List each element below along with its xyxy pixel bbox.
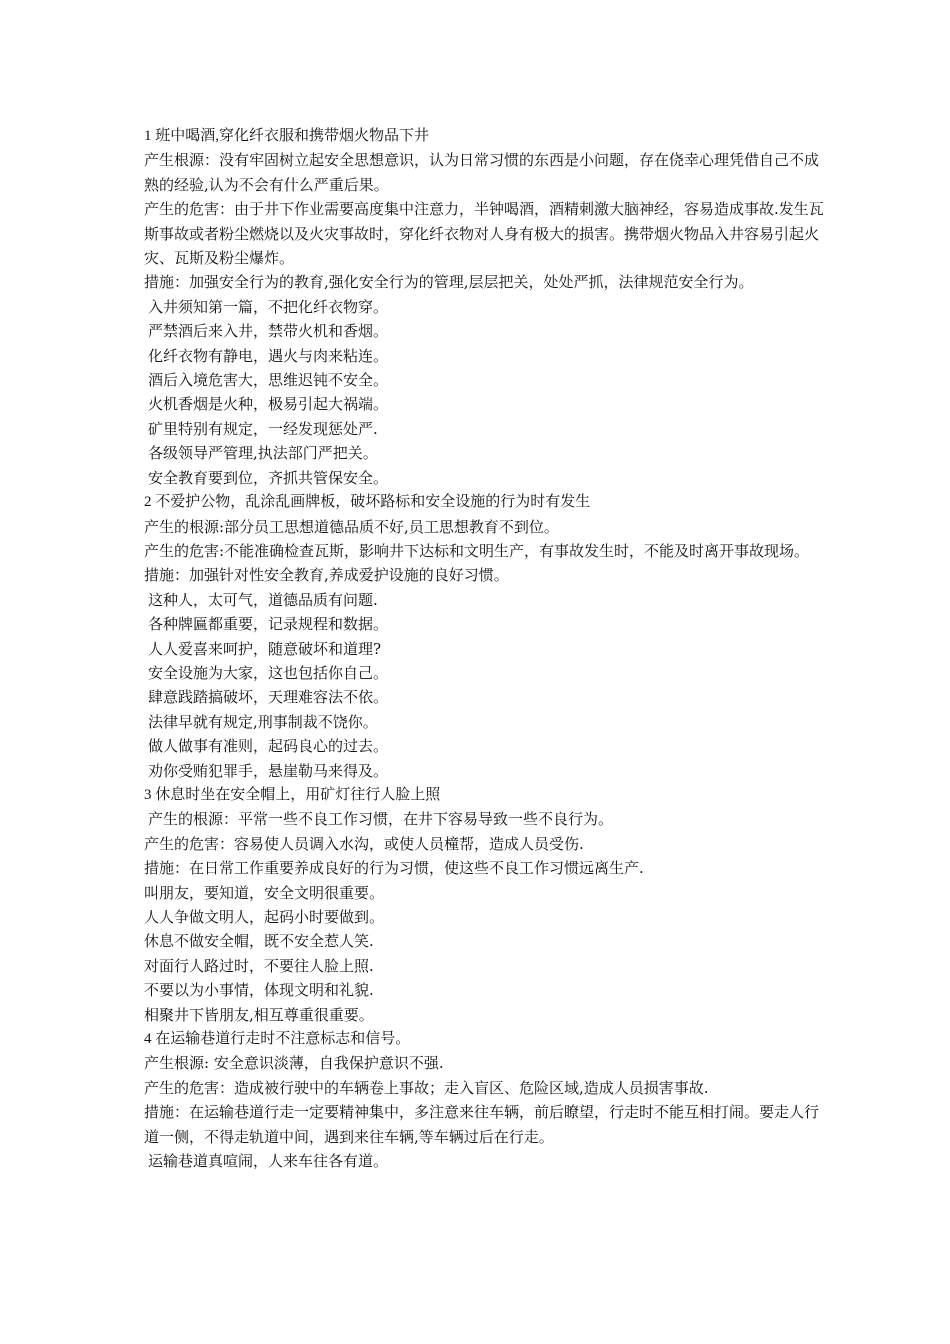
verse-line: 做人做事有准则，起码良心的过去。	[148, 737, 389, 756]
document-body	[144, 124, 824, 1173]
section-2-measure: 措施：加强针对性安全教育,养成爱护设施的良好习惯。	[144, 566, 509, 585]
verse-line: 酒后入境危害大，思维迟钝不安全。	[148, 371, 389, 390]
section-1-measure: 措施：加强安全行为的教育,强化安全行为的管理,层层把关，处处严抓，法律规范安全行为。	[144, 273, 754, 292]
verse-line: 火机香烟是火种，极易引起大祸端。	[148, 395, 389, 414]
verse-line: 相聚井下皆朋友,相互尊重很重要。	[144, 1005, 374, 1024]
verse-line: 矿里特别有规定，一经发现惩处严.	[148, 419, 378, 438]
verse-line: 入井须知第一篇，不把化纤衣物穿。	[148, 297, 389, 316]
verse-line: 人人争做文明人，起码小时要做到。	[144, 908, 385, 926]
section-1-root-cause: 产生根源：没有牢固树立起安全思想意识，认为日常习惯的东西是小问题，存在侥幸心理凭借自己不成熟的经验,认为不会有什么严重后果。	[144, 151, 820, 194]
verse-line: 叫朋友，要知道，安全文明很重要。	[144, 883, 385, 902]
section-3-measure: 措施：在日常工作重要养成良好的行为习惯，使这些不良工作习惯远离生产.	[144, 859, 644, 878]
section-3-title: 3 休息时坐在安全帽上，用矿灯往行人脸上照	[144, 786, 441, 803]
verse-line: 对面行人路过时，不要往人脸上照.	[144, 956, 374, 975]
verse-line: 人人爱喜来呵护，随意破坏和道理?	[148, 639, 382, 658]
verse-line: 休息不做安全帽，既不安全惹人笑.	[144, 932, 374, 951]
verse-line: 严禁酒后来入井，禁带火机和香烟。	[148, 322, 389, 341]
verse-line: 运输巷道真喧闹，人来车往各有道。	[148, 1152, 389, 1171]
section-2-harm: 产生的危害:不能准确检查瓦斯，影响井下达标和文明生产，有事故发生时，不能及时离开事故现场。	[144, 541, 810, 560]
verse-line: 安全设施为大家，这也包括你自己。	[148, 663, 389, 682]
verse-line: 法律早就有规定,刑事制裁不饶你。	[148, 712, 378, 731]
verse-line: 劝你受贿犯罪手，悬崖勒马来得及。	[148, 761, 389, 780]
section-4-measure: 措施：在运输巷道行走一定要精神集中，多注意来往车辆，前后瞭望，行走时不能互相打闹。要走人行道一侧，不得走轨道中间，遇到来往车辆,等车辆过后在行走。	[144, 1103, 820, 1146]
section-4-harm: 产生的危害：造成被行驶中的车辆卷上事故；走入盲区、危险区域,造成人员损害事故.	[144, 1078, 709, 1097]
section-1-harm: 产生的危害：由于井下作业需要高度集中注意力，半钟喝酒，酒精刺激大脑神经，容易造成事故.发生瓦斯事故或者粉尘燃烧以及火灾事故时，穿化纤衣物对人身有极大的损害。携带烟火物品入井容易引起火灾、瓦斯及粉尘爆炸。	[144, 200, 824, 268]
section-3-harm: 产生的危害：容易使人员调入水沟，或使人员橦帮，造成人员受伤.	[144, 834, 584, 853]
verse-line: 化纤衣物有静电，遇火与肉来粘连。	[148, 346, 389, 365]
section-1-title: 1 班中喝酒,穿化纤衣服和携带烟火物品下井	[144, 128, 430, 144]
verse-line: 肆意践踏搞破坏，天理难容法不依。	[148, 688, 389, 707]
verse-line: 安全教育要到位，齐抓共管保安全。	[148, 468, 389, 487]
verse-line: 这种人，太可气，道德品质有问题.	[148, 590, 378, 609]
verse-line: 不要以为小事情，体现文明和礼貌.	[144, 981, 374, 1000]
section-2-root-cause: 产生的根源:部分员工思想道德品质不好,员工思想教育不到位。	[144, 517, 559, 536]
section-3-root-cause: 产生的根源：平常一些不良工作习惯，在井下容易导致一些不良行为。	[148, 810, 614, 829]
section-4-root-cause: 产生根源: 安全意识淡薄，自我保护意识不强.	[144, 1054, 444, 1073]
section-4-title: 4 在运输巷道行走时不注意标志和信号。	[144, 1031, 411, 1048]
verse-line: 各级领导严管理,执法部门严把关。	[148, 444, 378, 463]
verse-line: 各种牌匾都重要，记录规程和数据。	[148, 615, 389, 634]
section-2-title: 2 不爱护公物，乱涂乱画牌板，破坏路标和安全设施的行为时有发生	[144, 494, 591, 511]
